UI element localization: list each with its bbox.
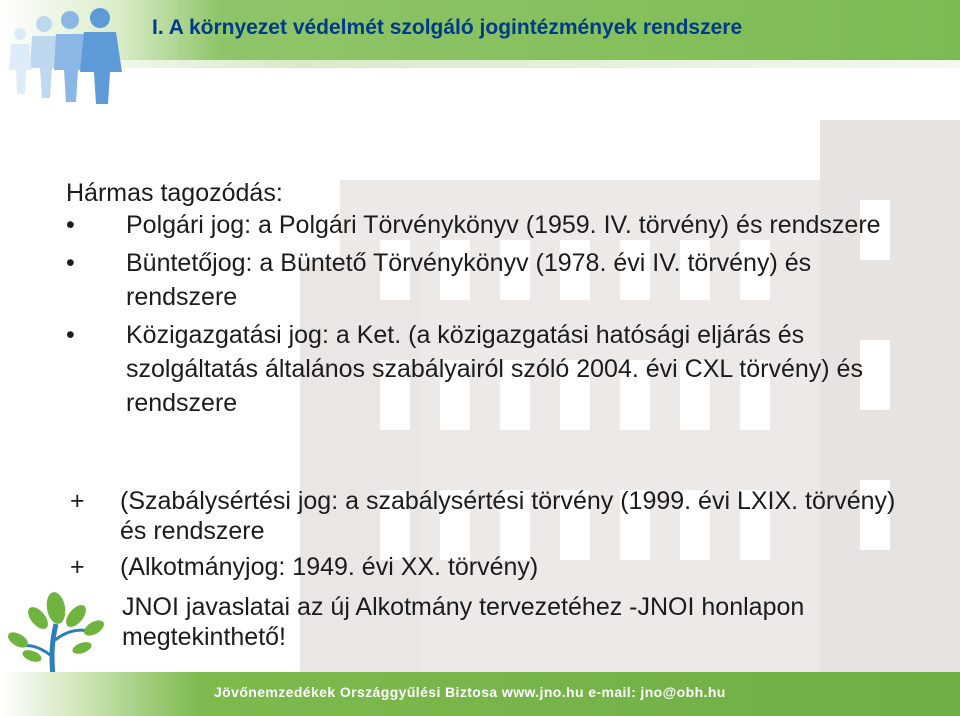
intro-text: Hármas tagozódás: bbox=[66, 179, 283, 207]
plus-icon: + bbox=[70, 553, 85, 581]
list-item-text: (Szabálysértési jog: a szabálysértési törvény (1999. évi LXIX. törvény) és rendszere bbox=[120, 487, 896, 545]
footer-text: Jövőnemzedékek Országgyűlési Biztosa www.jno.hu e-mail: jno@obh.hu bbox=[214, 684, 726, 700]
list-item bbox=[70, 486, 910, 546]
bullet-list bbox=[66, 208, 886, 424]
page-title: I. A környezet védelmét szolgáló jogintézmények rendszere bbox=[152, 16, 743, 39]
list-item-text: Polgári jog: a Polgári Törvénykönyv (1959. IV. törvény) és rendszere bbox=[126, 211, 881, 239]
list-item bbox=[66, 246, 886, 314]
list-item-text: Közigazgatási jog: a Ket. (a közigazgatási hatósági eljárás és szolgáltatás általános szabályairól szóló 2004. évi CXL törvény) és rendszere bbox=[126, 321, 863, 417]
bullet-icon: • bbox=[66, 249, 75, 277]
bullet-icon: • bbox=[66, 211, 75, 239]
note-text: JNOI javaslatai az új Alkotmány tervezetéhez -JNOI honlapon megtekinthető! bbox=[122, 593, 805, 651]
plus-list bbox=[70, 486, 910, 588]
list-item bbox=[66, 208, 886, 242]
list-item bbox=[66, 318, 886, 420]
plus-icon: + bbox=[70, 487, 85, 515]
bullet-icon: • bbox=[66, 321, 75, 349]
list-item bbox=[70, 552, 910, 582]
list-item-text: Büntetőjog: a Büntető Törvénykönyv (1978. évi IV. törvény) és rendszere bbox=[126, 249, 812, 311]
people-group-icon bbox=[4, 8, 164, 104]
list-item-text: (Alkotmányjog: 1949. évi XX. törvény) bbox=[120, 553, 539, 581]
